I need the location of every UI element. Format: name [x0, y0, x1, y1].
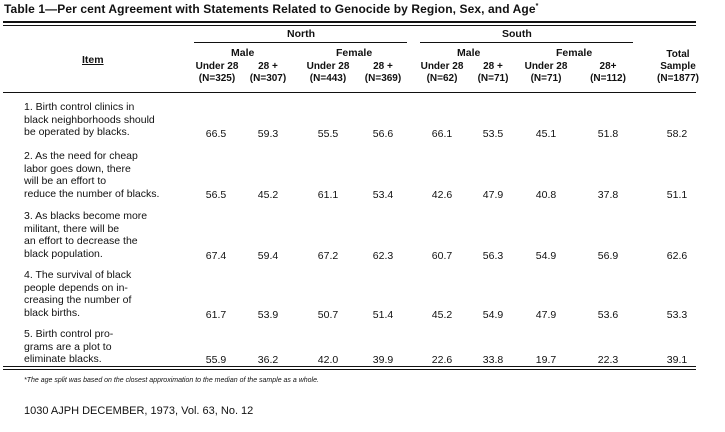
col-n: (N=443) [309, 73, 347, 84]
col-n: (N=307) [249, 73, 287, 84]
col-header-1 [193, 61, 241, 85]
total-header-line2: Sample [660, 61, 696, 72]
row-total-cell: 58.2 [666, 128, 688, 140]
row-value-cell: 60.7 [431, 250, 453, 262]
row-item-text: 2. As the need for cheap labor goes down, there will be an effort to reduce the number of blacks. [24, 150, 160, 200]
row-value-cell: 51.4 [372, 309, 394, 321]
row-value-cell: 45.1 [535, 128, 557, 140]
row-value-cell: 22.3 [597, 354, 619, 366]
col-age: 28 + [483, 61, 503, 72]
north-male-header: Male [231, 47, 255, 59]
row-total-cell: 53.3 [666, 309, 688, 321]
row-value-cell: 67.2 [317, 250, 339, 262]
col-n: (N=71) [530, 73, 562, 84]
row-value-cell: 53.4 [372, 189, 394, 201]
row-value-cell: 56.6 [372, 128, 394, 140]
row-value-cell: 55.9 [205, 354, 227, 366]
row-value-cell: 56.9 [597, 250, 619, 262]
top-rule-inner [3, 25, 696, 26]
row-value-cell: 42.0 [317, 354, 339, 366]
row-total-cell: 62.6 [666, 250, 688, 262]
item-column-header: Item [82, 54, 104, 66]
row-value-cell: 37.8 [597, 189, 619, 201]
col-age: 28 + [373, 61, 393, 72]
row-value-cell: 61.7 [205, 309, 227, 321]
col-header-5 [417, 61, 467, 85]
col-age: 28 + [258, 61, 278, 72]
bottom-rule-inner [3, 369, 696, 370]
south-female-header: Female [556, 47, 593, 59]
north-rule [194, 42, 407, 43]
col-header-7 [519, 61, 573, 85]
row-value-cell: 56.3 [482, 250, 504, 262]
col-header-8 [581, 61, 635, 85]
row-value-cell: 33.8 [482, 354, 504, 366]
row-value-cell: 59.3 [257, 128, 279, 140]
row-value-cell: 54.9 [482, 309, 504, 321]
row-item-text: 5. Birth control pro- grams are a plot to eliminate blacks. [24, 328, 114, 366]
row-total-cell: 39.1 [666, 354, 688, 366]
row-item-text: 3. As blacks become more militant, there will be an effort to decrease the black population. [24, 210, 148, 260]
page-footer: 1030 AJPH DECEMBER, 1973, Vol. 63, No. 12 [24, 405, 254, 417]
row-value-cell: 53.6 [597, 309, 619, 321]
header-bottom-rule [3, 92, 696, 93]
col-age: Under 28 [195, 61, 239, 72]
south-male-header: Male [457, 47, 481, 59]
row-value-cell: 47.9 [535, 309, 557, 321]
row-value-cell: 19.7 [535, 354, 557, 366]
row-value-cell: 45.2 [431, 309, 453, 321]
col-header-2 [244, 61, 292, 85]
col-n: (N=71) [477, 73, 509, 84]
row-value-cell: 40.8 [535, 189, 557, 201]
row-value-cell: 56.5 [205, 189, 227, 201]
col-n: (N=369) [364, 73, 402, 84]
region-south: South [502, 28, 532, 40]
row-value-cell: 67.4 [205, 250, 227, 262]
row-value-cell: 54.9 [535, 250, 557, 262]
row-value-cell: 22.6 [431, 354, 453, 366]
table-title [4, 2, 538, 16]
row-value-cell: 45.2 [257, 189, 279, 201]
row-value-cell: 61.1 [317, 189, 339, 201]
bottom-rule [3, 366, 696, 367]
row-value-cell: 36.2 [257, 354, 279, 366]
title-footnote-marker: * [535, 3, 539, 10]
south-rule [420, 42, 633, 43]
col-header-3 [302, 61, 354, 85]
row-value-cell: 50.7 [317, 309, 339, 321]
col-age: 28+ [599, 61, 617, 72]
row-value-cell: 59.4 [257, 250, 279, 262]
col-n: (N=112) [590, 73, 626, 84]
row-total-cell: 51.1 [666, 189, 688, 201]
row-value-cell: 39.9 [372, 354, 394, 366]
row-value-cell: 66.5 [205, 128, 227, 140]
row-value-cell: 62.3 [372, 250, 394, 262]
north-female-header: Female [336, 47, 373, 59]
col-age: Under 28 [306, 61, 350, 72]
total-header-line1: Total [666, 49, 690, 60]
row-item-text: 4. The survival of black people depends on in- creasing the number of black births. [24, 269, 132, 319]
row-item-text: 1. Birth control clinics in black neighborhoods should be operated by blacks. [24, 101, 155, 139]
table-title-text: Table 1—Per cent Agreement with Statements Related to Genocide by Region, Sex, and Age [4, 2, 536, 16]
row-value-cell: 66.1 [431, 128, 453, 140]
row-value-cell: 53.5 [482, 128, 504, 140]
table-footnote: *The age split was based on the closest approximation to the median of the sample as a whole. [24, 377, 319, 384]
col-n: (N=325) [198, 73, 236, 84]
region-north: North [287, 28, 315, 40]
top-rule [3, 21, 696, 23]
col-header-4 [357, 61, 409, 85]
row-value-cell: 55.5 [317, 128, 339, 140]
total-header-line3: (N=1877) [657, 73, 699, 84]
row-value-cell: 47.9 [482, 189, 504, 201]
col-age: Under 28 [524, 61, 568, 72]
row-value-cell: 53.9 [257, 309, 279, 321]
total-header [648, 49, 708, 85]
row-value-cell: 42.6 [431, 189, 453, 201]
row-value-cell: 51.8 [597, 128, 619, 140]
col-header-6 [470, 61, 516, 85]
col-n: (N=62) [426, 73, 458, 84]
col-age: Under 28 [420, 61, 464, 72]
